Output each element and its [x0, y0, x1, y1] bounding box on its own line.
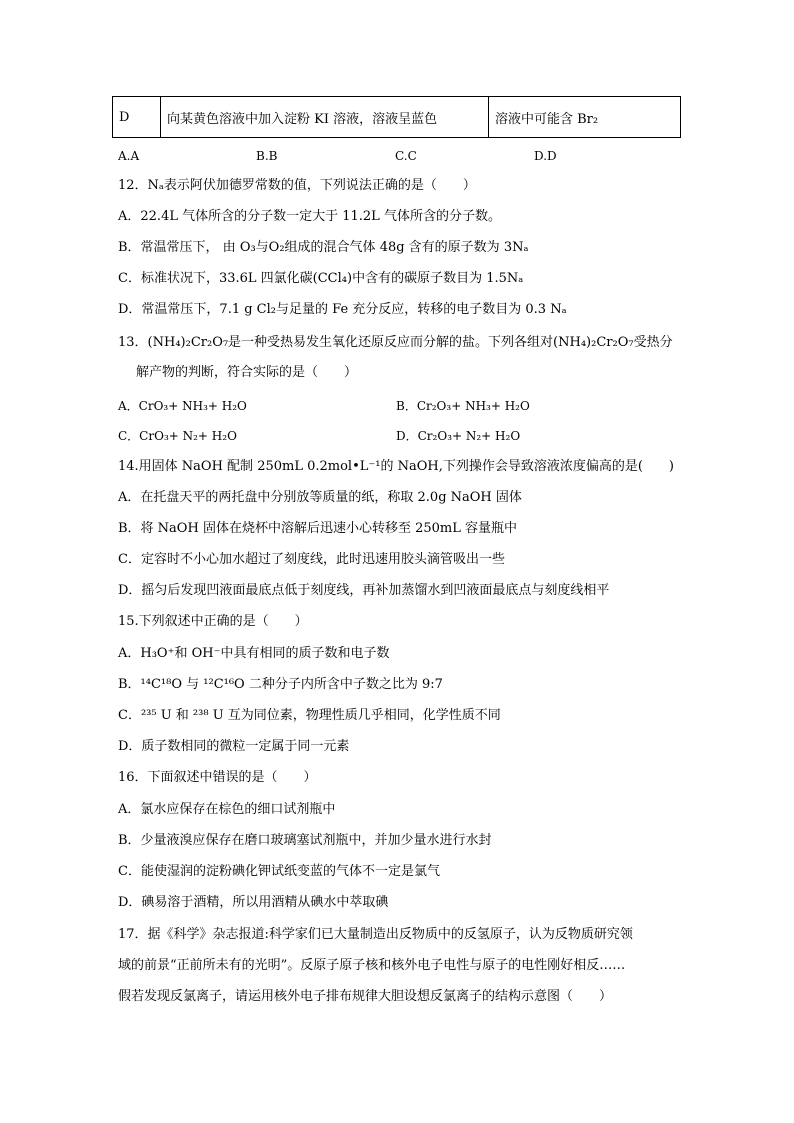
q13-option-c: C．CrO₃+ N₂+ H₂O	[118, 429, 237, 443]
q15-option-b: B．¹⁴C¹⁸O 与 ¹²C¹⁶O 二种分子内所含中子数之比为 9:7	[118, 677, 443, 692]
q15-option-c: C．²³⁵ U 和 ²³⁸ U 互为同位素，物理性质几乎相同，化学性质不同	[118, 708, 501, 723]
q12-option-a: A．22.4L 气体所含的分子数一定大于 11.2L 气体所含的分子数。	[118, 209, 501, 224]
answer-table	[112, 96, 681, 138]
q17-line2: 域的前景“正前所未有的光明”。反原子原子核和核外电子电性与原子的电性刚好相反……	[118, 958, 626, 973]
q11-option-b: B.B	[256, 149, 278, 163]
q16-option-c: C．能使湿润的淀粉碘化钾试纸变蓝的气体不一定是氯气	[118, 864, 440, 879]
q13-option-b: B．Cr₂O₃+ NH₃+ H₂O	[396, 399, 530, 413]
q17-line1: 17．据《科学》杂志报道:科学家们已大量制造出反物质中的反氢原子，认为反物质研究领	[118, 927, 633, 942]
q17-line3: 假若发现反氯离子，请运用核外电子排布规律大胆设想反氯离子的结构示意图（ ）	[118, 989, 613, 1004]
q11-option-c: C.C	[395, 149, 417, 163]
q15-option-a: A．H₃O⁺和 OH⁻中具有相同的质子数和电子数	[118, 646, 390, 661]
q12-option-c: C．标准状况下，33.6L 四氯化碳(CCl₄)中含有的碳原子数目为 1.5Nₐ	[118, 271, 524, 286]
q16-option-a: A．氯水应保存在棕色的细口试剂瓶中	[118, 802, 336, 817]
q14-option-b: B．将 NaOH 固体在烧杯中溶解后迅速小心转移至 250mL 容量瓶中	[118, 521, 517, 536]
table-row	[113, 97, 681, 138]
q12-stem: 12．Nₐ表示阿伏加德罗常数的值，下列说法正确的是（ ）	[118, 178, 476, 193]
q14-option-a: A．在托盘天平的两托盘中分别放等质量的纸，称取 2.0g NaOH 固体	[118, 490, 522, 505]
q11-option-d: D.D	[534, 149, 557, 163]
row-label: D	[113, 97, 161, 138]
q14-stem: 14.用固体 NaOH 配制 250mL 0.2mol•L⁻¹的 NaOH,下列操作会导致溶液浓度偏高的是( )	[118, 459, 674, 474]
q11-option-a: A.A	[118, 149, 140, 163]
q15-option-d: D．质子数相同的微粒一定属于同一元素	[118, 739, 350, 754]
row-conclusion: 溶液中可能含 Br₂	[489, 97, 681, 138]
q12-option-d: D．常温常压下，7.1 g Cl₂与足量的 Fe 充分反应，转移的电子数目为 0.3 Nₐ	[118, 302, 567, 317]
q13-option-a: A．CrO₃+ NH₃+ H₂O	[118, 399, 247, 413]
row-operation: 向某黄色溶液中加入淀粉 KI 溶液，溶液呈蓝色	[161, 97, 489, 138]
q13-stem-line2: 解产物的判断，符合实际的是（ ）	[136, 365, 358, 380]
q14-option-c: C．定容时不小心加水超过了刻度线，此时迅速用胶头滴管吸出一些	[118, 552, 505, 567]
q14-option-d: D．摇匀后发现凹液面最底点低于刻度线，再补加蒸馏水到凹液面最底点与刻度线相平	[118, 583, 610, 598]
q13-stem-line1: 13．(NH₄)₂Cr₂O₇是一种受热易发生氧化还原反应而分解的盐。下列各组对(NH₄)₂Cr₂O₇受热分	[118, 335, 673, 350]
q16-stem: 16．下面叙述中错误的是（ ）	[118, 770, 317, 785]
q16-option-d: D．碘易溶于酒精，所以用酒精从碘水中萃取碘	[118, 895, 389, 910]
q13-option-d: D．Cr₂O₃+ N₂+ H₂O	[396, 429, 521, 443]
q12-option-b: B．常温常压下， 由 O₃与O₂组成的混合气体 48g 含有的原子数为 3Nₐ	[118, 240, 529, 255]
q16-option-b: B．少量液溴应保存在磨口玻璃塞试剂瓶中，并加少量水进行水封	[118, 833, 492, 848]
q15-stem: 15.下列叙述中正确的是（ ）	[118, 614, 308, 629]
